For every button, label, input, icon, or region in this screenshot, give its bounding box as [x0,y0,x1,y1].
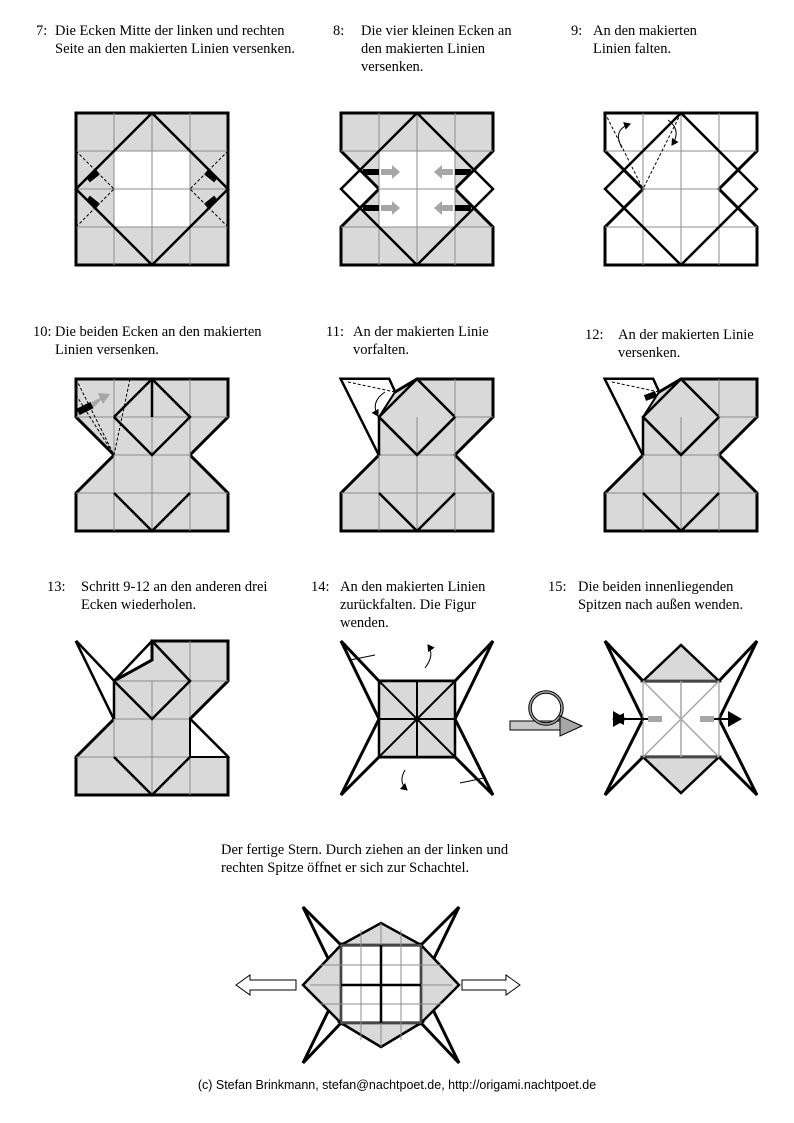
step-10-diagram [76,379,228,531]
step-13-description: Schritt 9-12 an den anderen drei Ecken wiederholen. [81,579,268,613]
step-8-diagram [341,113,493,265]
step-7-number: 7: [36,23,48,39]
step-14-diagram [341,641,493,795]
step-12-number: 12: [585,327,604,343]
step-9-diagram [605,113,757,265]
step-11-description: An der makierten Linie vorfalten. [353,324,489,358]
step-15-number: 15: [548,579,567,595]
step-11-diagram [341,379,493,531]
step-10-number: 10: [33,324,52,340]
step-10-description: Die beiden Ecken an den makierten Linien versenken. [55,324,262,358]
step-12-diagram [605,379,757,531]
step-15-diagram [605,641,757,795]
final-star-diagram [236,907,520,1063]
footer-copyright: (c) Stefan Brinkmann, stefan@nachtpoet.de, http://origami.nachtpoet.de [197,1078,597,1092]
step-9-description: An den makierten Linien falten. [593,23,697,57]
step-13-diagram [76,641,228,795]
step-7-description: Die Ecken Mitte der linken und rechten Seite an den makierten Linien versenken. [55,23,295,57]
step-11-number: 11: [326,324,344,340]
step-14-number: 14: [311,579,330,595]
final-description: Der fertige Stern. Durch ziehen an der linken und rechten Spitze öffnet er sich zur Schachtel. [221,842,509,876]
step-13-number: 13: [47,579,66,595]
step-14-description: An den makierten Linien zurückfalten. Die Figur wenden. [340,579,486,631]
step-12-description: An der makierten Linie versenken. [618,327,754,361]
step-15-description: Die beiden innenliegenden Spitzen nach außen wenden. [578,579,744,613]
step-8-number: 8: [333,23,345,39]
step-8-description: Die vier kleinen Ecken an den makierten Linien versenken. [361,23,512,75]
step-7-diagram [76,113,228,265]
step-9-number: 9: [571,23,583,39]
turn-over-icon [510,692,582,736]
